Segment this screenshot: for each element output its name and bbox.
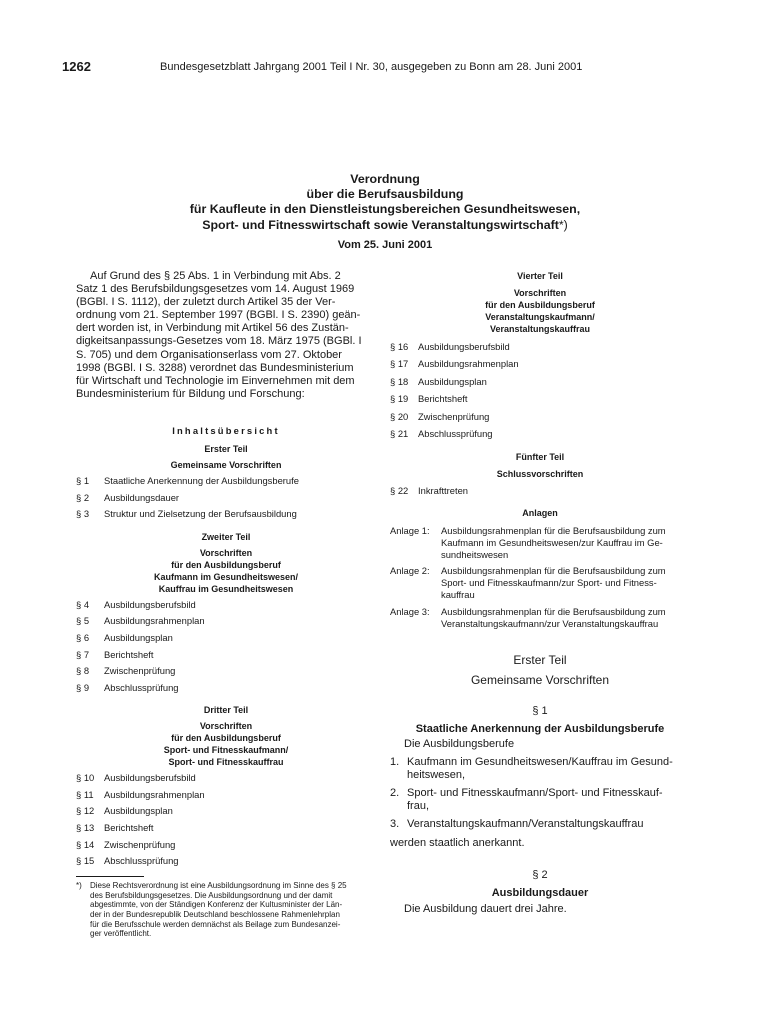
toc-par-number: § 10 — [76, 772, 95, 784]
toc-par-title: Ausbildungsberufsbild — [418, 341, 510, 352]
footnote-line: des Berufsbildungsgesetzes. Die Ausbildungsordnung und der damit — [90, 890, 333, 900]
part-label: Erster Teil — [513, 653, 567, 668]
toc-part-title-line: Vorschriften — [513, 288, 567, 298]
toc-par-number: § 15 — [76, 855, 95, 867]
toc-item[interactable] — [390, 428, 690, 445]
toc-par-number: § 17 — [390, 358, 409, 370]
toc-par-title: Staatliche Anerkennung der Ausbildungsberufe — [104, 474, 299, 486]
toc-par-title: Berichtsheft — [418, 393, 468, 405]
toc-item[interactable] — [76, 649, 376, 666]
toc-item[interactable] — [76, 855, 376, 872]
annexes-heading: Anlagen — [522, 507, 558, 518]
list-item-line: Kaufmann im Gesundheitswesen/Kauffrau im Gesund- — [407, 755, 673, 768]
toc-item[interactable] — [76, 682, 376, 699]
annex-line: Sport- und Fitnesskaufmann/zur Sport- und Fitness- — [441, 577, 657, 589]
annex-label: Anlage 3: — [390, 605, 430, 617]
annex-label: Anlage 1: — [390, 524, 430, 536]
toc-part-label: Erster Teil — [204, 443, 248, 454]
page-number: 1262 — [62, 59, 91, 74]
toc-par-number: § 13 — [76, 822, 95, 834]
list-item-text — [407, 787, 690, 813]
footnote-line: für die Berufsschule werden demnächst als Beilage zum Bundesanzei- — [90, 919, 341, 929]
annex-line: sundheitswesen — [441, 548, 509, 560]
toc-part-title: Schlussvorschriften — [496, 469, 584, 480]
annex-item[interactable] — [390, 606, 690, 630]
annex-line: Veranstaltungskaufmann/zur Veranstaltungskauffrau — [441, 617, 659, 629]
toc-par-number: § 1 — [76, 474, 90, 486]
toc-par-number: § 19 — [390, 393, 409, 405]
title-line: über die Berufsausbildung — [306, 187, 464, 202]
list-item-line: frau, — [407, 800, 430, 813]
toc-item[interactable] — [76, 805, 376, 822]
toc-part-title-line: Kaufmann im Gesundheitswesen/ — [153, 571, 299, 582]
list-item-text — [407, 818, 690, 831]
toc-par-title: Ausbildungsberufsbild — [104, 598, 196, 610]
toc-part2-list — [76, 599, 376, 699]
annex-line: Ausbildungsrahmenplan für die Berufsausbildung zum — [441, 524, 666, 536]
toc-par-title: Ausbildungsberufsbild — [104, 772, 196, 784]
list-item-number: 2. — [390, 786, 400, 799]
toc-part-title-line: Vorschriften — [199, 721, 253, 732]
toc-part-label: Fünfter Teil — [515, 452, 565, 463]
toc-par-title: Ausbildungsrahmenplan — [104, 788, 205, 800]
list-item-line: heitswesen, — [407, 768, 466, 781]
left-column — [76, 270, 376, 939]
toc-item[interactable] — [76, 772, 376, 789]
toc-item[interactable] — [390, 376, 690, 393]
toc-part-title-line: für den Ausbildungsberuf — [485, 300, 595, 310]
toc-item[interactable] — [76, 632, 376, 649]
part-title: Gemeinsame Vorschriften — [470, 673, 610, 688]
preamble-line: (BGBl. I S. 1112), der zuletzt durch Artikel 35 der Ver- — [76, 296, 336, 309]
paragraph-text: Die Ausbildung dauert drei Jahre. — [404, 902, 567, 915]
list-item-line: Veranstaltungskaufmann/Veranstaltungskauffrau — [407, 818, 644, 831]
toc-par-number: § 4 — [76, 598, 90, 610]
annex-line: Ausbildungsrahmenplan für die Berufsausbildung zum — [441, 565, 666, 577]
preamble — [76, 270, 376, 401]
list-item-number: 3. — [390, 818, 400, 831]
paragraph-number: § 2 — [532, 868, 548, 881]
toc-part-title — [390, 287, 690, 335]
toc-par-title: Zwischenprüfung — [418, 410, 490, 422]
toc-part5-list — [390, 485, 690, 502]
toc-part-label: Vierter Teil — [517, 271, 563, 281]
right-column — [390, 270, 690, 916]
toc-part3-list — [76, 772, 376, 872]
toc-item[interactable] — [390, 411, 690, 428]
toc-par-number: § 11 — [76, 788, 94, 800]
toc-par-title: Abschlussprüfung — [104, 681, 179, 693]
annex-text — [441, 606, 690, 630]
annex-text — [441, 525, 690, 560]
title-line: Verordnung — [350, 172, 420, 186]
toc-part-title-line: Veranstaltungskaufmann/ — [485, 312, 595, 322]
toc-item[interactable] — [76, 839, 376, 856]
toc-item[interactable] — [390, 341, 690, 358]
title-line-text: Sport- und Fitnesswirtschaft sowie Veranstaltungswirtschaft — [202, 217, 559, 232]
annex-item[interactable] — [390, 525, 690, 560]
annex-line: Ausbildungsrahmenplan für die Berufsausbildung zum — [441, 605, 666, 617]
toc-par-title: Ausbildungsrahmenplan — [418, 358, 519, 370]
toc-par-number: § 7 — [76, 648, 90, 660]
list-item — [390, 818, 690, 831]
footnote-line: ger veröffentlicht. — [90, 929, 152, 939]
toc-part-title: Gemeinsame Vorschriften — [170, 459, 282, 470]
toc-item[interactable] — [390, 358, 690, 375]
annex-text — [441, 565, 690, 600]
toc-par-title: Zwischenprüfung — [104, 665, 176, 677]
toc-part-title — [76, 547, 376, 595]
toc-part-title-line: Kauffrau im Gesundheitswesen — [158, 583, 294, 594]
toc-par-number: § 2 — [76, 491, 90, 503]
toc-item[interactable] — [76, 492, 376, 509]
occupation-list — [390, 756, 690, 832]
toc-par-title: Abschlussprüfung — [104, 855, 179, 867]
toc-par-title: Ausbildungsplan — [418, 375, 487, 387]
preamble-line: für Wirtschaft und Technologie im Einvernehmen mit dem — [76, 374, 355, 387]
toc-part-label: Dritter Teil — [203, 705, 249, 716]
toc-item[interactable] — [76, 822, 376, 839]
preamble-line: ordnung vom 21. September 1997 (BGBl. I S. 2390) geän- — [76, 309, 361, 322]
footnote-mark: *) — [558, 217, 568, 232]
preamble-line: digkeitsanpassungs-Gesetzes vom 18. März 1975 (BGBl. I — [76, 335, 362, 348]
toc-part-title-line: für den Ausbildungsberuf — [171, 733, 281, 744]
footnote — [76, 881, 376, 939]
toc-part-title-line: Sport- und Fitnesskaufmann/ — [163, 745, 289, 756]
toc-par-title: Berichtsheft — [104, 648, 154, 660]
toc-part-title-line: Sport- und Fitnesskauffrau — [168, 757, 284, 768]
preamble-line: dert worden ist, in Verbindung mit Artikel 56 des Zustän- — [76, 322, 349, 335]
footnote-text — [90, 881, 376, 939]
footnote-line: abgestimmte, von der Ständigen Konferenz der Kultusminister der Län- — [90, 900, 343, 910]
preamble-line: 1998 (BGBl. I S. 3288) verordnet das Bundesministerium — [76, 361, 354, 374]
issue-date: Vom 25. Juni 2001 — [337, 239, 433, 251]
footnote-marker: *) — [76, 880, 82, 890]
toc-par-title: Ausbildungsplan — [104, 631, 173, 643]
toc-par-title: Ausbildungsdauer — [104, 491, 180, 503]
list-item-text — [407, 756, 690, 782]
toc-par-number: § 20 — [390, 410, 409, 422]
annexes-list — [390, 525, 690, 629]
toc-par-number: § 18 — [390, 375, 409, 387]
toc-part1-list — [76, 475, 376, 525]
annex-line: kauffrau — [441, 588, 475, 600]
toc-par-number: § 14 — [76, 838, 95, 850]
preamble-line: Bundesministerium für Bildung und Forschung: — [76, 387, 305, 400]
toc-par-number: § 22 — [390, 485, 409, 497]
document-title — [0, 172, 770, 233]
toc-part-title-line: für den Ausbildungsberuf — [171, 559, 281, 570]
toc-par-number: § 5 — [76, 615, 90, 627]
toc-par-number: § 16 — [390, 341, 409, 352]
annex-line: Kaufmann im Gesundheitswesen/zur Kauffrau im Ge- — [441, 536, 663, 548]
toc-part4-list — [390, 341, 690, 445]
toc-par-number: § 6 — [76, 631, 90, 643]
footnote-line: der in der Bundesrepublik Deutschland beschlossene Rahmenlehrplan — [90, 909, 340, 919]
list-item-number: 1. — [390, 755, 400, 768]
toc-par-number: § 21 — [390, 427, 409, 439]
preamble-line: S. 705) und dem Organisationserlass vom 27. Oktober — [76, 348, 342, 361]
toc-item[interactable] — [390, 485, 690, 502]
toc-item[interactable] — [76, 508, 376, 525]
footnote-rule — [76, 876, 144, 877]
paragraph-title: Ausbildungsdauer — [491, 886, 589, 899]
toc-part-title-line: Veranstaltungskauffrau — [489, 324, 591, 334]
toc-item[interactable] — [76, 599, 376, 616]
toc-par-title: Ausbildungsrahmenplan — [104, 615, 205, 627]
annex-item[interactable] — [390, 565, 690, 600]
preamble-line: Auf Grund des § 25 Abs. 1 in Verbindung mit Abs. 2 — [90, 270, 341, 282]
footnote-line: Diese Rechtsverordnung ist eine Ausbildungsordnung im Sinne des § 25 — [90, 880, 347, 890]
paragraph-closing: werden staatlich anerkannt. — [390, 836, 525, 849]
annex-label: Anlage 2: — [390, 565, 430, 577]
toc-par-number: § 3 — [76, 508, 90, 520]
toc-par-title: Ausbildungsplan — [104, 805, 173, 817]
toc-par-title: Inkrafttreten — [418, 485, 469, 497]
toc-item[interactable] — [76, 615, 376, 632]
list-item-line: Sport- und Fitnesskaufmann/Sport- und Fitnesskauf- — [407, 786, 663, 799]
paragraph-title: Staatliche Anerkennung der Ausbildungsberufe — [415, 723, 665, 736]
toc-par-number: § 9 — [76, 681, 90, 693]
preamble-line: Satz 1 des Berufsbildungsgesetzes vom 14. August 1969 — [76, 283, 355, 296]
toc-part-title-line: Vorschriften — [199, 547, 253, 558]
title-line — [0, 218, 770, 233]
paragraph-number: § 1 — [532, 705, 548, 718]
toc-part-label: Zweiter Teil — [201, 531, 251, 542]
toc-par-title: Struktur und Zielsetzung der Berufsausbildung — [104, 508, 297, 520]
list-item — [390, 756, 690, 782]
running-title: Bundesgesetzblatt Jahrgang 2001 Teil I Nr. 30, ausgegeben zu Bonn am 28. Juni 2001 — [160, 61, 583, 73]
toc-item[interactable] — [390, 393, 690, 410]
toc-part-title — [76, 720, 376, 768]
toc-par-title: Abschlussprüfung — [418, 427, 493, 439]
toc-par-number: § 8 — [76, 665, 90, 677]
title-line: für Kaufleute in den Dienstleistungsbereichen Gesundheitswesen, — [189, 202, 581, 217]
toc-item[interactable] — [76, 789, 376, 806]
list-item — [390, 787, 690, 813]
toc-item[interactable] — [76, 665, 376, 682]
toc-par-number: § 12 — [76, 805, 95, 817]
paragraph-lead: Die Ausbildungsberufe — [404, 738, 515, 751]
footnote-block — [76, 876, 376, 939]
toc-item[interactable] — [76, 475, 376, 492]
toc-par-title: Berichtsheft — [104, 822, 154, 834]
toc-par-title: Zwischenprüfung — [104, 838, 176, 850]
toc-heading: Inhaltsübersicht — [172, 424, 280, 436]
